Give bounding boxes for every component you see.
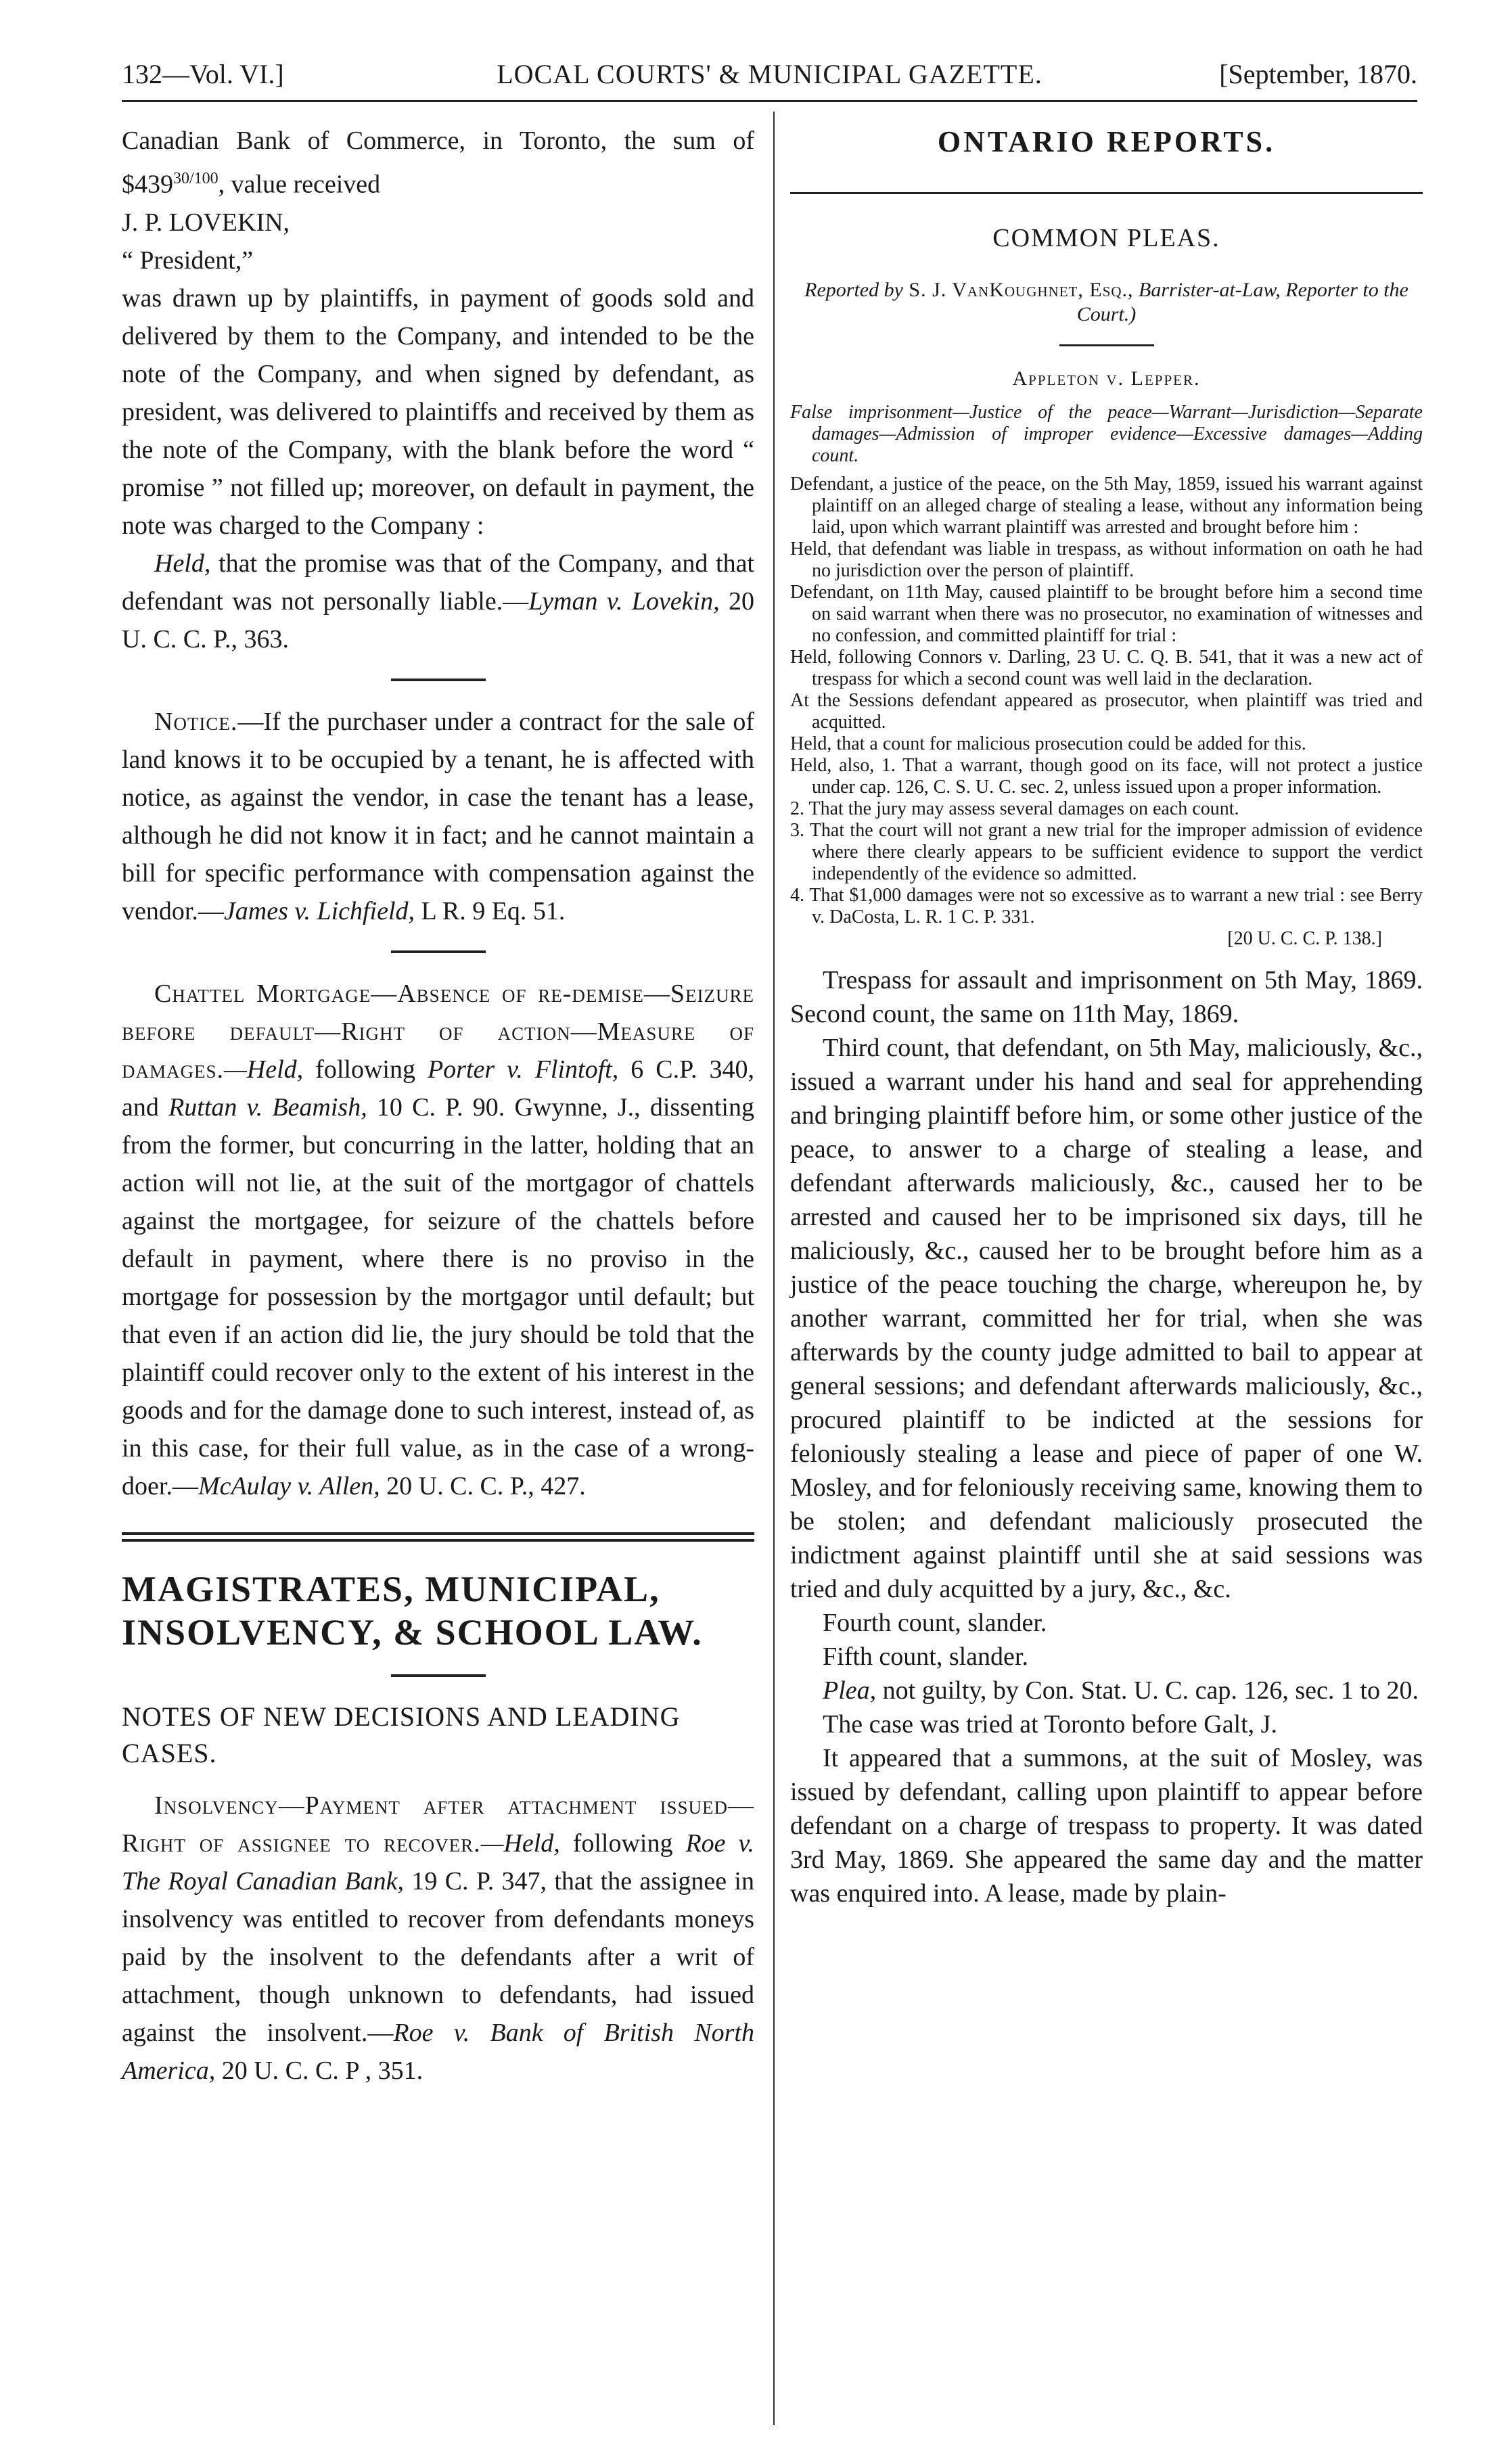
insolvency-heading: Insolvency—Payment after attachment issued—Right of assignee to recover. <box>122 1791 754 1858</box>
headnote: Defendant, on 11th May, caused plaintiff to be brought before him a second time on said warrant when there was no prosecutor, no examination of witnesses and no confession, and committed plaintiff for trial : <box>790 582 1423 646</box>
section-rule <box>391 950 486 953</box>
body-paragraph: Trespass for assault and imprisonment on 5th May, 1869. Second count, the same on 11th May, 1869. <box>790 966 1423 1028</box>
reports-rule <box>790 192 1423 194</box>
signature-title: “ President,” <box>122 246 254 275</box>
chattel-text: following <box>303 1055 428 1084</box>
case-rule <box>1059 344 1154 346</box>
section-rule <box>391 1674 486 1677</box>
notice-heading: Notice. <box>154 707 238 736</box>
insolvency-text: 19 C. P. 347, that the assignee in insolvency was entitled to recover from defendants moneys paid by the insolvent to the defendants after a writ of attachment, though unknown to defendants, had issued against the insolvent.— <box>122 1866 754 2047</box>
section-title-line1: MAGISTRATES, MUNICIPAL, <box>122 1568 660 1609</box>
holding-paragraph <box>122 545 754 658</box>
plea-text: not guilty, by Con. Stat. U. C. cap. 126, sec. 1 to 20. <box>876 1676 1419 1705</box>
insolvency-paragraph <box>122 1787 754 2090</box>
headnote: At the Sessions defendant appeared as prosecutor, when plaintiff was tried and acquitted. <box>790 690 1423 733</box>
case-citation: Roe v. Bank of British North America, <box>122 2018 754 2085</box>
running-header <box>122 53 1417 96</box>
plea-label: Plea, <box>823 1676 877 1705</box>
page-volume: 132—Vol. VI.] <box>122 59 284 89</box>
chattel-heading: Chattel Mortgage—Absence of re-demise—Seizure before default—Right of action—Measure of damages. <box>122 979 754 1084</box>
body-paragraph: The case was tried at Toronto before Galt, J. <box>823 1710 1277 1739</box>
journal-title: LOCAL COURTS' & MUNICIPAL GAZETTE. <box>497 59 1043 89</box>
issue-date: [September, 1870. <box>1219 59 1417 89</box>
headnote: Held, that a count for malicious prosecution could be added for this. <box>790 733 1306 754</box>
column-divider <box>773 112 775 2425</box>
headnote: Held, also, 1. That a warrant, though good on its face, will not protect a justice under cap. 126, C. S. U. C. sec. 2, unless issued upon a proper information. <box>790 755 1423 798</box>
body-paragraph: It appeared that a summons, at the suit of Mosley, was issued by defendant, calling upon plaintiff to appear before defendant on a charge of trespass to property. It was dated 3rd May, 1869. She appeared the same day and the matter was enquired into. A lease, made by plain- <box>790 1744 1423 1908</box>
notes-title-line2: CASES. <box>122 1737 217 1768</box>
body-paragraph: Third count, that defendant, on 5th May, maliciously, &c., issued a warrant under his hand and seal for apprehending and bringing plaintiff before him, or some other justice of the peace, to answer to a charge of stealing a lease, and defendant afterwards maliciously, &c., caused her to be arrested and caused her to be imprisoned six days, till he maliciously, &c., caused her to be brought before him as a justice of the peace touching the charge, whereupon he, by another warrant, committed her for trial, when she was afterwards by the county judge admitted to bail to appear at general sessions; and defendant afterwards maliciously, &c., procured plaintiff to be indicted at the sessions for feloniously stealing a lease and piece of paper of one W. Mosley, and for feloniously receiving same, knowing them to be stolen; and defendant maliciously prosecuted the indictment against plaintiff until she at said sessions was tried and duly acquitted by a jury, &c., &c. <box>790 1034 1423 1603</box>
fraction: 30/100 <box>173 170 219 187</box>
section-rule <box>391 679 486 681</box>
body-paragraph: Fourth count, slander. <box>823 1609 1047 1637</box>
headnotes <box>790 402 1423 950</box>
case-citation: McAulay v. Allen, <box>198 1471 380 1500</box>
body-paragraph <box>790 1674 1423 1707</box>
headnote: 4. That $1,000 damages were not so excessive as to warrant a new trial : see Berry v. DaCosta, L. R. 1 C. P. 331. <box>790 885 1423 927</box>
left-column <box>122 122 754 2090</box>
case-title: Appleton v. Lepper. <box>1012 367 1201 390</box>
note-paragraph: was drawn up by plaintiffs, in payment of goods sold and delivered by them to the Company, and intended to be the note of the Company, and when signed by defendant, as president, was delivered to plaintiffs and received by them as the note of the Company, with the blank before the word “ promise ” not filled up; moreover, on default in payment, the note was charged to the Company : <box>122 283 754 540</box>
court-name: COMMON PLEAS. <box>992 224 1220 252</box>
note-text: Canadian Bank of Commerce, in Toronto, the sum of $439 <box>122 127 754 199</box>
case-citation: Roe v. The Royal Canadian Bank, <box>122 1829 755 1895</box>
headnote-keywords: False imprisonment—Justice of the peace—Warrant—Jurisdiction—Separate damages—Admission of improper evidence—Excessive damages—Adding count. <box>790 402 1423 466</box>
headnote: Held, that defendant was liable in trespass, as without information on oath he had no jurisdiction over the person of plaintiff. <box>790 538 1423 581</box>
headnote: 3. That the court will not grant a new trial for the improper admission of evidence where there clearly appears to be sufficient evidence to support the verdict independently of the evidence so admitted. <box>790 820 1423 884</box>
held-label: —Held, <box>224 1055 304 1084</box>
reporter-line <box>790 278 1423 327</box>
note-paragraph <box>122 122 754 204</box>
held-label: —Held, <box>480 1829 560 1858</box>
chattel-text: 10 C. P. 90. Gwynne, J., dissenting from the former, but concurring in the latter, holding that an action will not lie, at the suit of the mortgagor of chattels against the mortgagee, for seizure of the chattels before default in payment, where there is no proviso in the mortgage for possession by the mortgagor until default; but that even if an action did lie, the jury should be told that the plaintiff could recover only to the extent of his interest in the goods and for the damage done to such interest, instead of, as in this case, for their full value, as in the case of a wrong-doer.— <box>122 1093 754 1500</box>
notice-text: —If the purchaser under a contract for the sale of land knows it to be occupied by a tenant, he is affected with notice, as against the vendor, in case the tenant has a lease, although he did not know it in fact; and he cannot maintain a bill for specific performance with compensation against the vendor.— <box>122 707 754 925</box>
reports-title: ONTARIO REPORTS. <box>937 125 1276 158</box>
case-citation: Porter v. Flintoft, <box>427 1055 619 1084</box>
case-citation: Ruttan v. Beamish, <box>168 1093 367 1122</box>
header-rule <box>122 100 1417 102</box>
headnote: 2. That the jury may assess several damages on each count. <box>790 798 1239 819</box>
headnote: Held, following Connors v. Darling, 23 U. C. Q. B. 541, that it was a new act of trespass for which a second count was well laid in the declaration. <box>790 647 1423 689</box>
held-label: Held, <box>154 549 211 578</box>
notice-paragraph <box>122 703 754 930</box>
notes-title-line1: NOTES OF NEW DECISIONS AND LEADING <box>122 1701 681 1732</box>
case-citation: Lyman v. Lovekin, <box>528 587 720 616</box>
signature-name: J. P. LOVEKIN, <box>122 208 290 237</box>
double-rule <box>122 1532 754 1542</box>
reporter-text: Barrister-at-Law, Reporter to the Court.) <box>1076 279 1408 325</box>
reporter-text: Reported by <box>804 279 903 301</box>
body-paragraph: Fifth count, slander. <box>823 1642 1028 1671</box>
headnote-citation: [20 U. C. C. P. 138.] <box>1227 928 1382 949</box>
right-column <box>790 122 1423 1910</box>
headnote: Defendant, a justice of the peace, on the 5th May, 1859, issued his warrant against plaintiff on an alleged charge of stealing a lease, without any information being laid, upon which warrant plaintiff was arrested and brought before him : <box>790 474 1423 538</box>
report-reference: 20 U. C. C. P., 363. <box>122 587 754 653</box>
note-text: , value received <box>218 170 381 199</box>
insolvency-text: following <box>559 1829 686 1858</box>
chattel-text: 6 C.P. 340, and <box>122 1055 754 1122</box>
case-body <box>790 963 1423 1910</box>
chattel-paragraph <box>122 975 754 1505</box>
reporter-name: S. J. VanKoughnet, Esq., <box>902 279 1134 301</box>
report-reference: 20 U. C. C. P , 351. <box>215 2056 423 2085</box>
section-title-line2: INSOLVENCY, & SCHOOL LAW. <box>122 1611 703 1653</box>
case-citation: James v. Lichfield, <box>223 896 415 925</box>
holding-text: that the promise was that of the Company, and that defendant was not personally liable.— <box>122 549 754 616</box>
report-reference: L R. 9 Eq. 51. <box>415 896 566 925</box>
report-reference: 20 U. C. C. P., 427. <box>380 1471 586 1500</box>
